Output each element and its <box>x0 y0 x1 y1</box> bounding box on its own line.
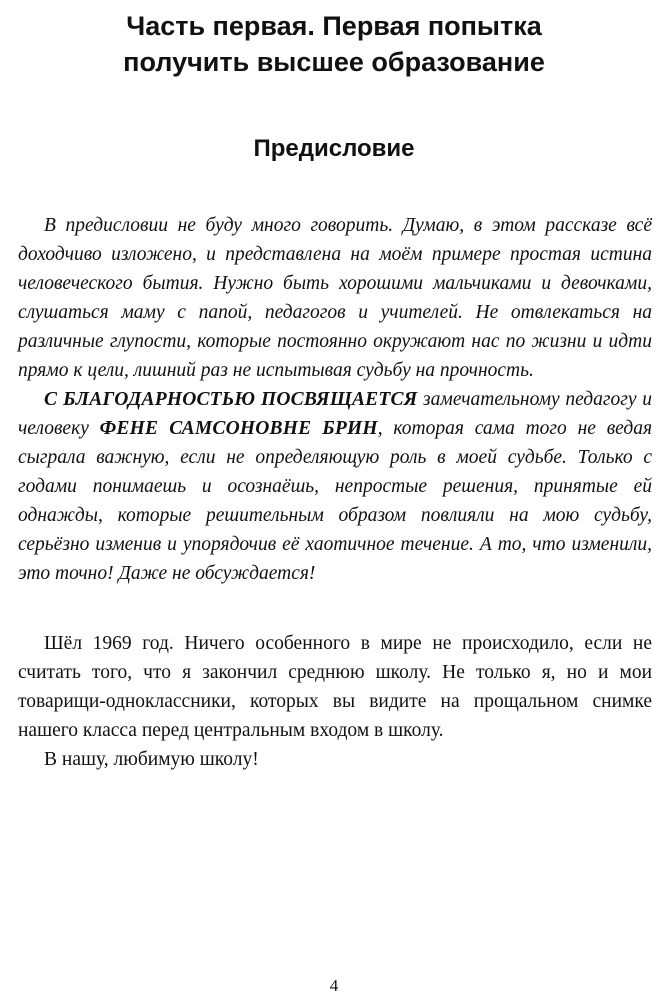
dedication-rest: , которая сама того не ведая сыграла важную, если не определяющую роль в моей судьбе. Только с годами понимаешь и осознаёшь, непростые решения, принятые ей однажды, которые решительным образом повлияли на мою судьбу, серьёзно изменив и упорядочив её хаотичное течение. А то, что изменили, это точно! Даже не обсуждается! <box>18 418 653 584</box>
dedication-paragraph <box>18 385 652 588</box>
page-number: 4 <box>329 976 339 995</box>
dedication-lead: С БЛАГОДАРНОСТЬЮ ПОСВЯЩАЕТСЯ <box>44 389 418 410</box>
preface-text <box>18 211 652 588</box>
story-text <box>18 629 652 774</box>
dedication-mid: замечательному педагогу и человеку <box>18 389 652 439</box>
story-paragraph-1: Шёл 1969 год. Ничего особенного в мире не происходило, если не считать того, что я закончил среднюю школу. Не только я, но и мои товарищи-одноклассники, которых вы видите на прощальном снимке нашего класса перед центральным входом в школу. <box>18 633 652 741</box>
dedication-name: ФЕНЕ САМСОНОВНЕ БРИН <box>99 418 378 439</box>
section-title: Предисловие <box>253 135 415 162</box>
story-paragraph-2: В нашу, любимую школу! <box>44 749 259 770</box>
part-title <box>20 8 648 80</box>
part-title-line-1: Часть первая. Первая попытка <box>126 11 542 41</box>
part-title-line-2: получить высшее образование <box>123 47 545 77</box>
preface-paragraph: В предисловии не буду много говорить. Думаю, в этом рассказе всё доходчиво изложено, и представлена на моём примере простая истина человеческого бытия. Нужно быть хорошими мальчиками и девочками, слушаться маму с папой, педагогов и учителей. Не отвлекаться на различные глупости, которые постоянно окружают нас по жизни и идти прямо к цели, лишний раз не испытывая судьбу на прочность. <box>18 215 652 381</box>
